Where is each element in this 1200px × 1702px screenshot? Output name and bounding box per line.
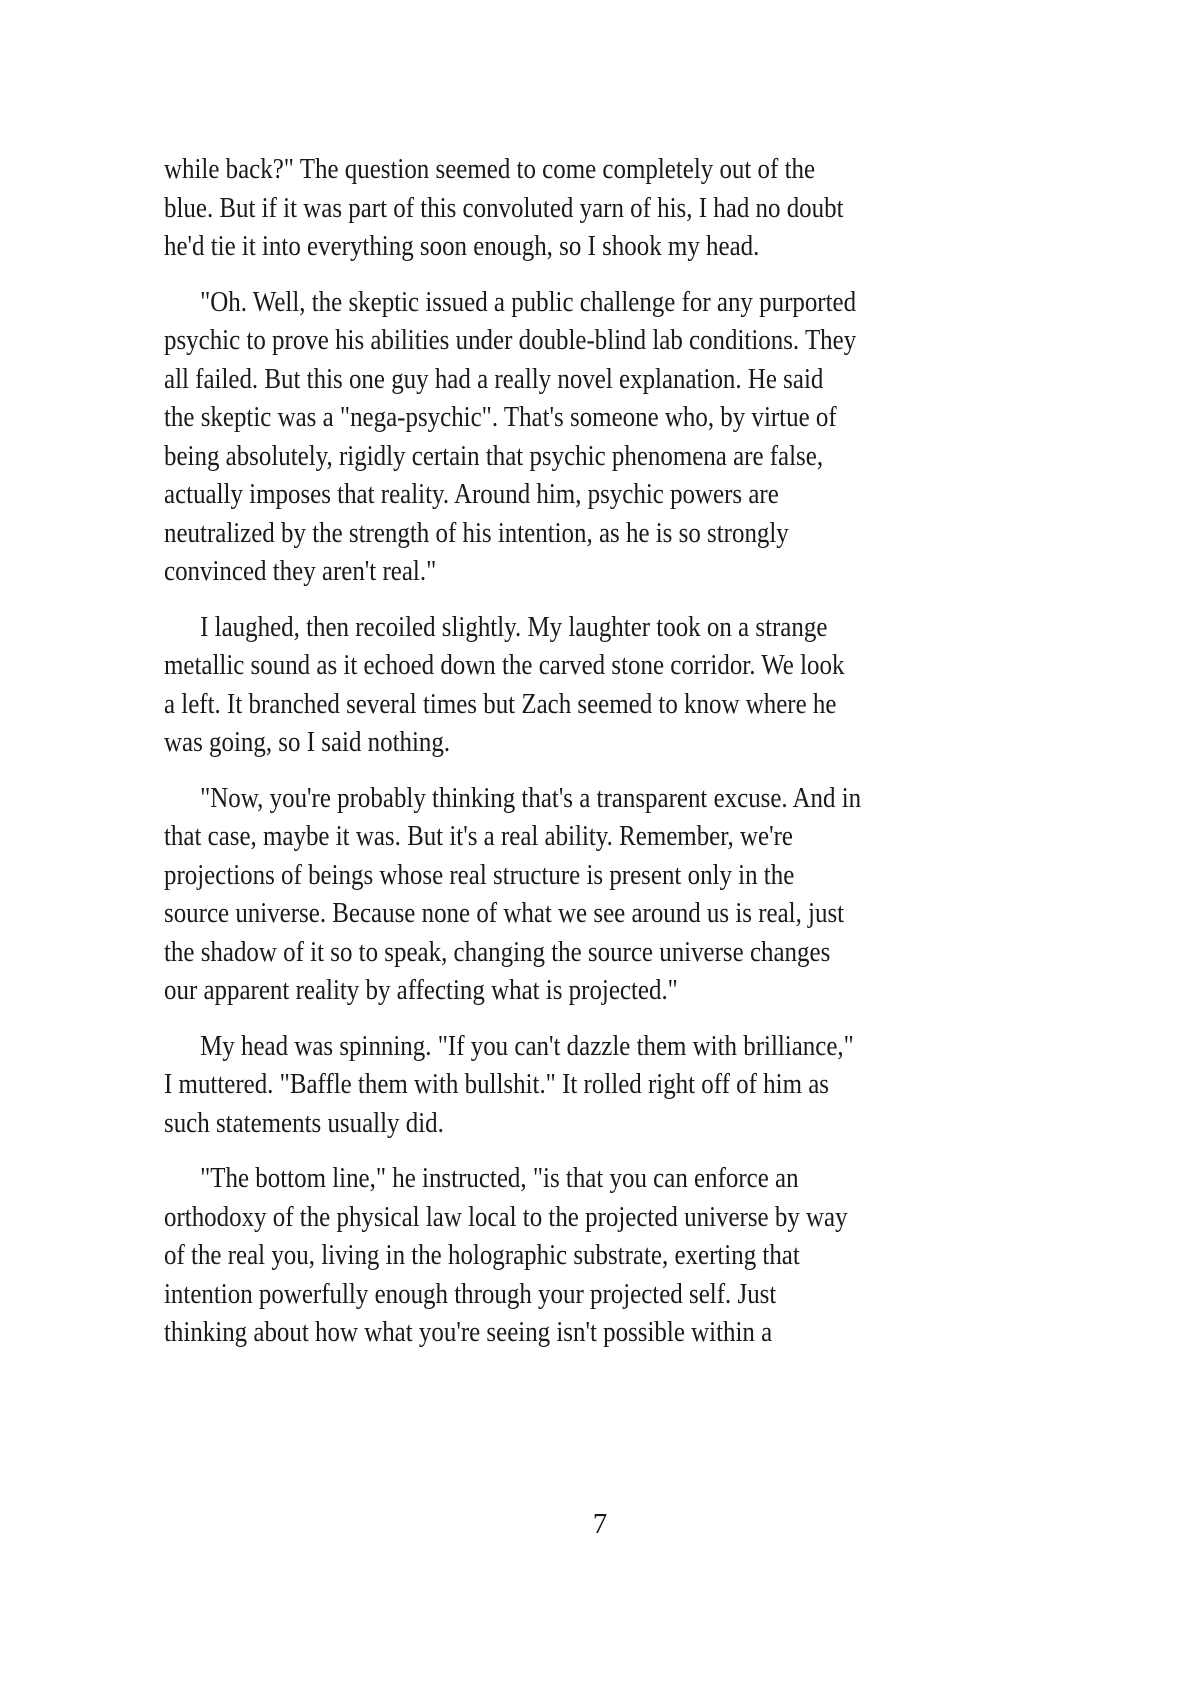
text-line: all failed. But this one guy had a really novel explanation. He said — [164, 362, 824, 395]
text-line: the skeptic was a "nega-psychic". That's someone who, by virtue of — [164, 401, 837, 433]
text-line: I laughed, then recoiled slightly. My laughter took on a strange — [200, 610, 828, 643]
text-line: actually imposes that reality. Around him, psychic powers are — [164, 478, 779, 510]
paragraph — [164, 608, 921, 762]
text-line: "Now, you're probably thinking that's a transparent excuse. And in — [200, 781, 862, 814]
paragraph — [164, 283, 921, 591]
text-line: orthodoxy of the physical law local to the projected universe by way — [164, 1200, 848, 1233]
text-line: source universe. Because none of what we see around us is real, just — [164, 897, 845, 929]
text-line: thinking about how what you're seeing isn't possible within a — [164, 1316, 773, 1348]
paragraph — [164, 1027, 921, 1143]
text-line: intention powerfully enough through your projected self. Just — [164, 1277, 777, 1310]
text-line: blue. But if it was part of this convoluted yarn of his, I had no doubt — [164, 191, 844, 224]
text-line: while back?" The question seemed to come completely out of the — [164, 153, 816, 185]
text-line: of the real you, living in the holographic substrate, exerting that — [164, 1239, 800, 1271]
text-line: metallic sound as it echoed down the carved stone corridor. We look — [164, 649, 845, 681]
text-line: projections of beings whose real structure is present only in the — [164, 858, 795, 891]
body-text — [164, 150, 921, 1369]
text-line: the shadow of it so to speak, changing the source universe changes — [164, 935, 831, 968]
text-line: "Oh. Well, the skeptic issued a public challenge for any purported — [200, 285, 857, 318]
text-line: neutralized by the strength of his intention, as he is so strongly — [164, 516, 789, 549]
text-line: our apparent reality by affecting what is projected." — [164, 974, 678, 1006]
text-line: being absolutely, rigidly certain that psychic phenomena are false, — [164, 439, 824, 472]
text-line: was going, so I said nothing. — [164, 726, 451, 758]
text-line: psychic to prove his abilities under double-blind lab conditions. They — [164, 324, 857, 356]
paragraph — [164, 779, 921, 1010]
text-line: a left. It branched several times but Zach seemed to know where he — [164, 687, 837, 720]
text-line: he'd tie it into everything soon enough, so I shook my head. — [164, 230, 760, 262]
paragraph — [164, 1159, 921, 1352]
text-line: that case, maybe it was. But it's a real ability. Remember, we're — [164, 820, 793, 852]
text-line: such statements usually did. — [164, 1106, 444, 1139]
paragraph — [164, 150, 921, 266]
text-line: My head was spinning. "If you can't dazzle them with brilliance," — [200, 1029, 854, 1062]
page-number: 7 — [592, 1508, 608, 1540]
text-line: "The bottom line," he instructed, "is that you can enforce an — [200, 1162, 799, 1194]
text-line: I muttered. "Baffle them with bullshit." It rolled right off of him as — [164, 1068, 829, 1100]
text-line: convinced they aren't real." — [164, 555, 437, 587]
